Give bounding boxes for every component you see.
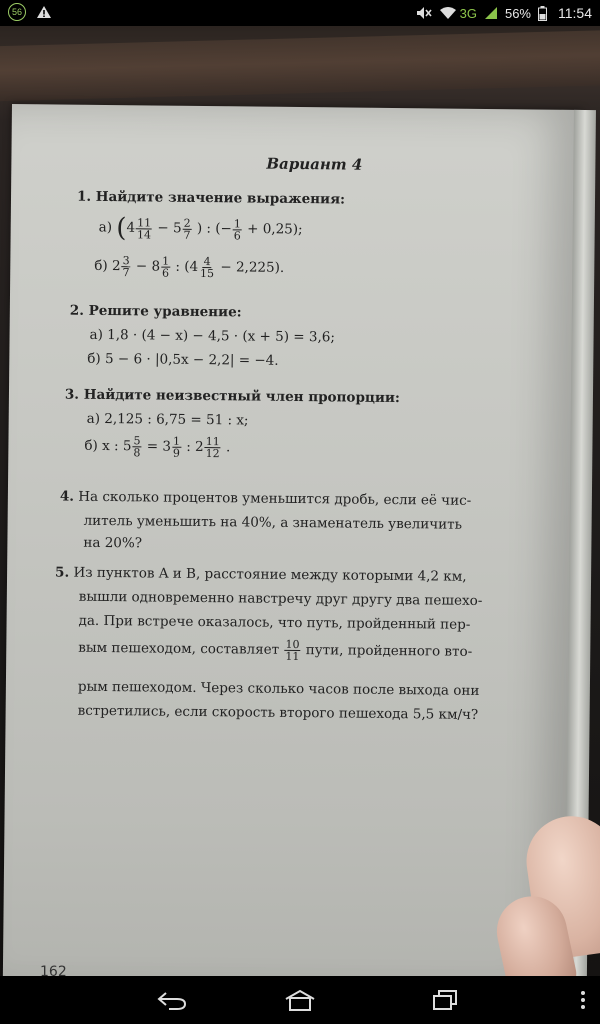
problem-1b: б) 2 $\frac{3}{7}$ − 8 $\frac{1}{6}$ : (4 $\frac{4}{15}$ − 2,225). [94,254,285,281]
status-bar [0,0,600,26]
problem-1-heading: 1. Найдите значение выражения: [76,188,346,208]
problem-1a: а) (4 $\frac{11}{14}$ − 5 $\frac{2}{7}$ ) : (− $\frac{1}{6}$ + 0,25); [98,213,303,244]
problem-5-line-6: встретились, если скорость второго пешехода 5,5 км/ч? [77,702,479,723]
recent-apps-icon[interactable] [428,986,462,1014]
notification-badge-icon[interactable]: 56 [8,3,26,21]
network-type-label: 3G [459,5,477,21]
problem-3b: б) x : 5 $\frac{5}{8}$ = 3 $\frac{1}{9}$ : 2 $\frac{11}{12}$ . [84,434,231,461]
problem-3a: а) 2,125 : 6,75 = 51 : x; [86,410,249,429]
problem-5-line-5: рым пешеходом. Через сколько часов после выхода они [77,678,480,699]
problem-4-line-2: литель уменьшить на 40%, а знаменатель увеличить [83,512,463,533]
problem-5-line-3: да. При встрече оказалось, что путь, пройденный пер- [78,612,471,633]
warning-icon[interactable] [36,5,52,19]
signal-icon [484,6,498,20]
problem-2-heading: 2. Решите уравнение: [69,302,242,321]
battery-icon [538,6,547,21]
clock: 11:54 [558,5,592,21]
desk-background [0,29,600,101]
navigation-bar [0,976,600,1024]
battery-percent: 56% [504,5,531,21]
problem-3-heading: 3. Найдите неизвестный член пропорции: [64,386,400,407]
problem-5-line-1: 5. Из пунктов A и B, расстояние между которыми 4,2 км, [55,564,467,585]
problem-2b: б) 5 − 6 · |0,5x − 2,2| = −4. [87,350,279,369]
back-icon[interactable] [155,986,189,1014]
photo-viewer[interactable] [0,26,600,976]
textbook-page [3,104,582,976]
problem-5-line-4: вым пешеходом, составляет $\frac{10}{11}$ пути, пройденного вто- [78,637,473,664]
home-icon[interactable] [283,986,317,1014]
problem-4-line-3: на 20%? [83,534,143,552]
mute-icon [416,6,432,20]
page-number: 162 [40,964,67,976]
problem-4-line-1: 4. На сколько процентов уменьшится дробь, если её чис- [59,488,472,509]
page-title: Вариант 4 [266,154,363,174]
problem-5-line-2: вышли одновременно навстречу друг другу два пешехо- [78,588,483,609]
problem-2a: а) 1,8 · (4 − x) − 4,5 · (x + 5) = 3,6; [89,326,336,346]
wifi-icon [439,6,457,20]
menu-icon[interactable] [566,986,600,1014]
